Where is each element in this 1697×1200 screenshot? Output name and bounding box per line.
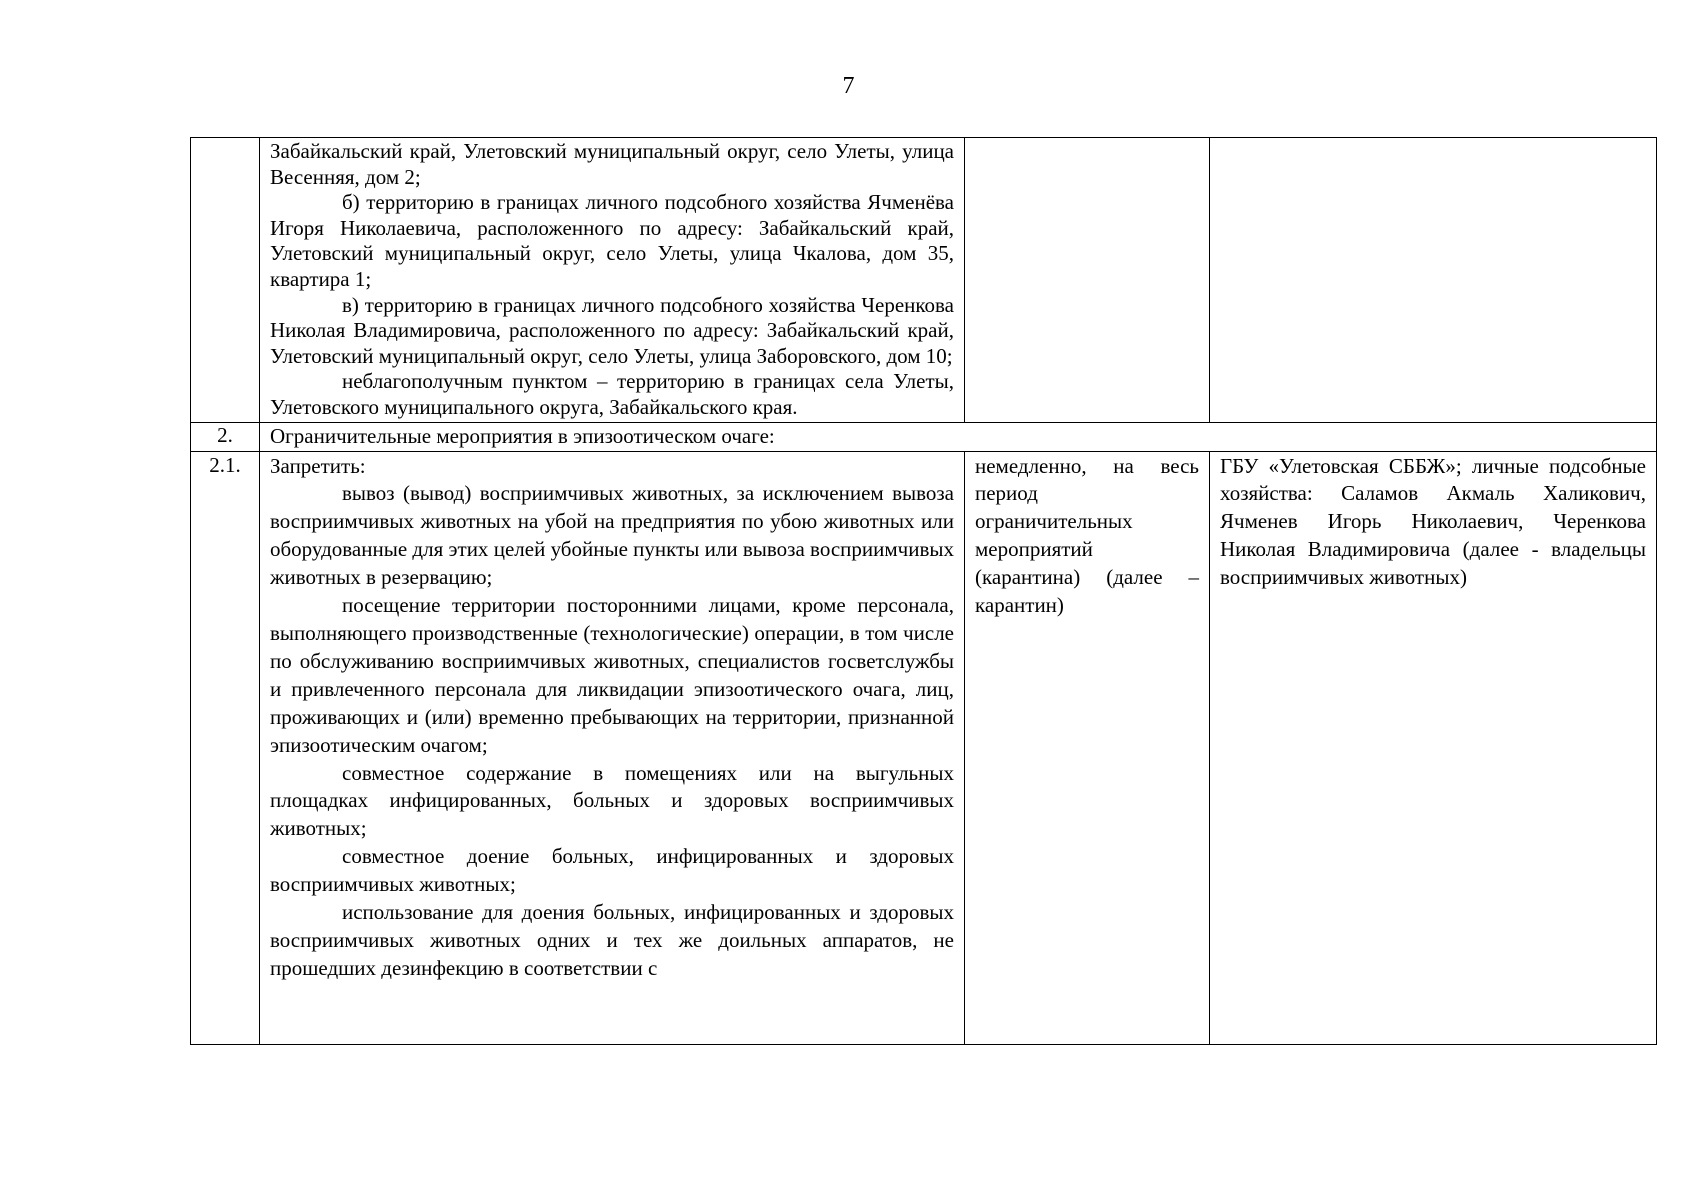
measures-table xyxy=(190,137,1657,1045)
paragraph: в) территорию в границах личного подсобного хозяйства Черенкова Николая Владимировича, расположенного по адресу: Забайкальский край, Улетовский муниципальный округ, село Улеты, улица Заборовского, дом 10; xyxy=(270,292,954,368)
row-number xyxy=(191,138,260,423)
paragraph: посещение территории посторонними лицами, кроме персонала, выполняющего производственные (технологические) операции, в том числе по обслуживанию восприимчивых животных, специалистов госветслужбы и привлеченного персонала для ликвидации эпизоотического очага, лиц, проживающих и (или) временно пребывающих на территории, признанной эпизоотическим очагом; xyxy=(270,593,954,757)
table-row-section-2 xyxy=(191,422,1657,451)
paragraph: вывоз (вывод) восприимчивых животных, за исключением вывоза восприимчивых животных на убой на предприятия по убою животных или оборудованные для этих целей убойные пункты или вывоза восприимчивых животных в резервацию; xyxy=(270,481,954,590)
section-heading: Ограничительные мероприятия в эпизоотическом очаге: xyxy=(260,422,1657,451)
page-number: 7 xyxy=(842,73,855,99)
term-cell: немедленно, на весь период ограничительных мероприятий (карантина) (далее – карантин) xyxy=(965,451,1210,1044)
row-number: 2.1. xyxy=(191,451,260,1044)
paragraph: совместное содержание в помещениях или на выгульных площадках инфицированных, больных и здоровых восприимчивых животных; xyxy=(270,760,954,841)
term-cell xyxy=(965,138,1210,423)
responsible-cell: ГБУ «Улетовская СББЖ»; личные подсобные хозяйства: Саламов Акмаль Халикович, Ячменев Игорь Николаевич, Черенкова Николая Владимировича (далее - владельцы восприимчивых животных) xyxy=(1210,451,1657,1044)
paragraph: совместное доение больных, инфицированных и здоровых восприимчивых животных; xyxy=(270,844,954,897)
paragraph: Забайкальский край, Улетовский муниципальный округ, село Улеты, улица Весенняя, дом 2; xyxy=(270,139,954,189)
measure-description xyxy=(260,451,965,1044)
row-number: 2. xyxy=(191,422,260,451)
paragraph: использование для доения больных, инфицированных и здоровых восприимчивых животных одних и тех же доильных аппаратов, не прошедших дезинфекцию в соответствии с xyxy=(270,900,954,980)
paragraph: Запретить: xyxy=(270,453,366,478)
paragraph: неблагополучным пунктом – территорию в границах села Улеты, Улетовского муниципального округа, Забайкальского края. xyxy=(270,369,954,419)
responsible-cell xyxy=(1210,138,1657,423)
table-row-2-1 xyxy=(191,451,1657,1044)
table-row-continuation xyxy=(191,138,1657,423)
measure-description xyxy=(260,138,965,423)
paragraph: б) территорию в границах личного подсобного хозяйства Ячменёва Игоря Николаевича, расположенного по адресу: Забайкальский край, Улетовский муниципальный округ, село Улеты, улица Чкалова, дом 35, квартира 1; xyxy=(270,190,954,291)
